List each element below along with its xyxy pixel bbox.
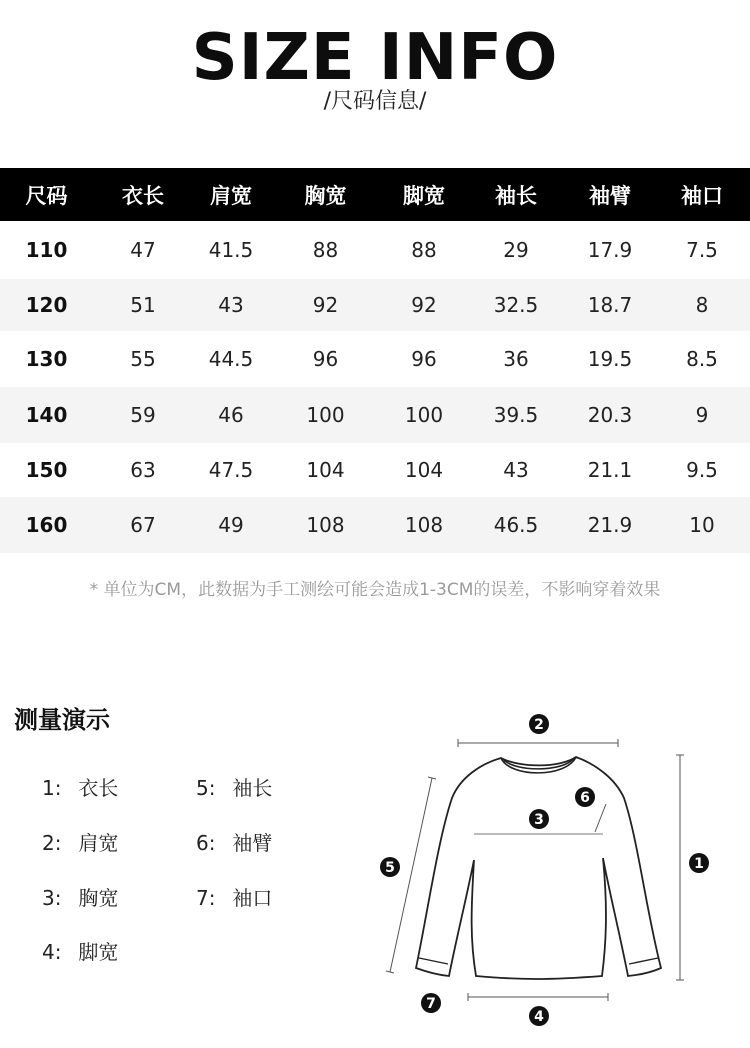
table-cell: 108	[306, 513, 345, 537]
size-cell: 130	[25, 347, 68, 371]
table-row	[0, 331, 750, 387]
table-cell: 88	[312, 238, 339, 262]
marker-7	[421, 993, 441, 1013]
table-cell: 96	[312, 347, 339, 371]
legend-number: 7:	[196, 886, 216, 910]
table-cell: 21.1	[587, 458, 633, 482]
table-cell: 47.5	[208, 458, 254, 482]
page-subtitle: /尺码信息/	[323, 89, 427, 114]
demo-title: 测量演示	[14, 706, 110, 734]
page-title: SIZE INFO	[191, 21, 559, 95]
table-row	[0, 497, 750, 553]
size-cell: 150	[25, 458, 68, 482]
table-cell: 100	[306, 403, 345, 427]
table-cell: 29	[503, 238, 529, 262]
legend-number: 2:	[42, 831, 62, 855]
table-cell: 46.5	[493, 513, 539, 537]
column-header: 袖臂	[589, 183, 631, 208]
table-cell: 108	[404, 513, 444, 537]
table-cell: 21.9	[587, 513, 633, 537]
table-cell: 18.7	[587, 293, 633, 317]
table-cell: 44.5	[208, 347, 254, 371]
legend-item	[196, 882, 272, 911]
table-cell: 46	[218, 403, 244, 427]
legend-item	[42, 772, 118, 801]
marker-4	[529, 1006, 549, 1026]
legend-label: 袖长	[232, 776, 273, 800]
legend-number: 3:	[42, 886, 62, 910]
legend-item	[42, 936, 118, 965]
table-cell: 51	[130, 293, 156, 317]
table-cell: 92	[312, 293, 339, 317]
column-header: 脚宽	[403, 183, 445, 208]
table-cell: 9	[695, 403, 709, 427]
legend-item	[42, 882, 118, 911]
shirt-measurement-diagram	[370, 700, 730, 1040]
table-cell: 43	[503, 458, 529, 482]
marker-label: 1	[694, 856, 704, 872]
legend-number: 6:	[196, 831, 216, 855]
table-cell: 96	[411, 347, 437, 371]
column-header: 袖口	[681, 183, 723, 208]
column-header: 袖长	[495, 183, 537, 208]
column-header: 胸宽	[304, 183, 347, 208]
marker-label: 3	[534, 812, 544, 828]
table-body	[0, 221, 750, 553]
table-cell: 7.5	[686, 238, 718, 262]
table-cell: 39.5	[493, 403, 539, 427]
table-row	[0, 387, 750, 443]
marker-label: 5	[385, 860, 395, 876]
shirt-outline	[416, 757, 661, 979]
marker-label: 7	[426, 996, 436, 1012]
size-cell: 140	[25, 403, 68, 427]
table-cell: 55	[130, 347, 156, 371]
marker-5	[380, 857, 400, 877]
table-cell: 8	[695, 293, 709, 317]
legend-item	[196, 772, 272, 801]
size-cell: 120	[25, 293, 68, 317]
table-row	[0, 279, 750, 331]
table-cell: 47	[130, 238, 156, 262]
legend-label: 肩宽	[78, 831, 119, 855]
table-cell: 43	[218, 293, 244, 317]
table-cell: 19.5	[587, 347, 633, 371]
size-table	[0, 168, 750, 553]
table-cell: 67	[130, 513, 156, 537]
left-cuff	[419, 958, 448, 964]
table-cell: 63	[130, 458, 156, 482]
marker-label: 4	[534, 1009, 544, 1025]
table-header	[0, 168, 750, 221]
marker-1	[689, 853, 709, 873]
marker-label: 6	[580, 790, 590, 806]
table-cell: 17.9	[587, 238, 633, 262]
table-cell: 59	[130, 403, 156, 427]
table-cell: 104	[404, 458, 444, 482]
legend-label: 脚宽	[78, 940, 119, 964]
table-cell: 92	[411, 293, 437, 317]
column-header: 肩宽	[210, 183, 252, 208]
column-header: 尺码	[25, 183, 68, 208]
size-cell: 110	[25, 238, 68, 262]
marker-6	[575, 787, 595, 807]
size-cell: 160	[25, 513, 68, 537]
marker-3	[529, 809, 549, 829]
measurement-note: * 单位为CM，此数据为手工测绘可能会造成1-3CM的误差，不影响穿着效果	[89, 580, 661, 600]
table-cell: 88	[411, 238, 437, 262]
table-cell: 32.5	[493, 293, 539, 317]
legend-label: 胸宽	[78, 886, 119, 910]
sleeve-line	[390, 778, 432, 972]
legend-number: 5:	[196, 776, 216, 800]
right-cuff	[629, 958, 658, 964]
legend-label: 袖臂	[232, 831, 273, 855]
legend-item	[196, 827, 272, 856]
table-cell: 9.5	[686, 458, 718, 482]
marker-label: 2	[534, 717, 544, 733]
arm-line	[595, 804, 606, 832]
legend-label: 袖口	[232, 886, 273, 910]
table-cell: 10	[689, 513, 715, 537]
legend-label: 衣长	[78, 776, 119, 800]
table-cell: 100	[404, 403, 444, 427]
table-cell: 20.3	[587, 403, 633, 427]
table-cell: 104	[306, 458, 345, 482]
table-cell: 36	[503, 347, 529, 371]
table-row	[0, 443, 750, 497]
marker-2	[529, 714, 549, 734]
legend-number: 1:	[42, 776, 62, 800]
table-cell: 49	[218, 513, 244, 537]
legend-item	[42, 827, 118, 856]
table-cell: 41.5	[208, 238, 254, 262]
table-cell: 8.5	[686, 347, 718, 371]
legend-number: 4:	[42, 940, 62, 964]
table-row	[0, 221, 750, 279]
column-header: 衣长	[122, 183, 164, 208]
